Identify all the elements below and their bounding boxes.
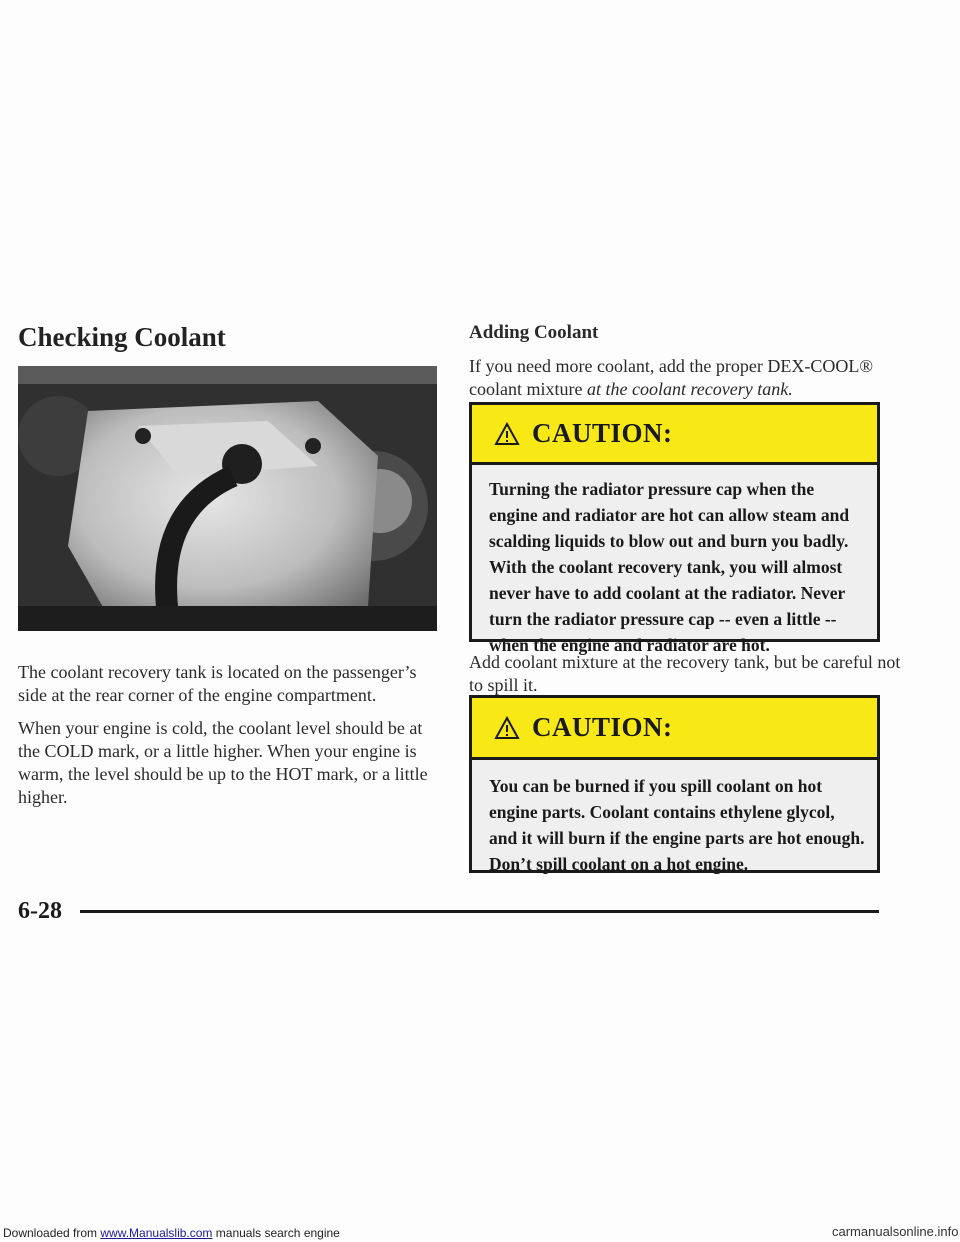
- recovery-tank-italic: at the coolant recovery tank.: [586, 379, 793, 399]
- paragraph-coolant-level: When your engine is cold, the coolant level should be at the COLD mark, or a little higher. When your engine is warm, the level should be up to the HOT mark, or a little higher.: [18, 718, 428, 807]
- caution-label: CAUTION:: [532, 712, 673, 742]
- caution-label: CAUTION:: [532, 418, 673, 448]
- watermark: carmanualsonline.info: [832, 1224, 959, 1239]
- caution-text-radiator-cap: Turning the radiator pressure cap when the engine and radiator are hot can allow steam and scalding liquids to blow out and burn you badly. With the coolant recovery tank, you will almost never have to add coolant at the radiator. Never turn the radiator pressure cap -- even a little -- when the engine and radiator are hot.: [489, 479, 850, 655]
- warning-triangle-icon: [494, 716, 520, 740]
- page-heading-checking-coolant: Checking Coolant: [18, 322, 226, 352]
- caution-text-spill-coolant: You can be burned if you spill coolant on hot engine parts. Coolant contains ethylene glycol, and it will burn if the engine parts are hot enough. Don’t spill coolant on a hot engine.: [489, 776, 865, 874]
- paragraph-add-coolant-mixture: Add coolant mixture at the recovery tank, but be careful not to spill it.: [469, 652, 901, 695]
- download-suffix: manuals search engine: [212, 1226, 340, 1240]
- caution-header: [472, 405, 877, 465]
- caution-box-spill-coolant: [469, 695, 880, 873]
- manualslib-link[interactable]: www.Manualslib.com: [100, 1226, 213, 1240]
- caution-header: [472, 698, 877, 760]
- coolant-tank-photo: [18, 366, 437, 631]
- download-attribution: [3, 1226, 340, 1240]
- need-more-coolant-text: If you need more coolant, add the proper DEX-COOL® coolant mixture: [469, 356, 874, 399]
- paragraph-tank-location: The coolant recovery tank is located on the passenger’s side at the rear corner of the engine compartment.: [18, 662, 417, 705]
- download-bar: [0, 1222, 960, 1242]
- page-number: 6-28: [18, 898, 62, 924]
- paragraph-need-more-coolant: [469, 355, 909, 401]
- warning-triangle-icon: [494, 422, 520, 446]
- download-prefix: Downloaded from: [3, 1226, 101, 1240]
- footer-rule: [80, 910, 879, 913]
- caution-box-radiator-cap: [469, 402, 880, 655]
- section-heading-adding-coolant: Adding Coolant: [469, 322, 599, 343]
